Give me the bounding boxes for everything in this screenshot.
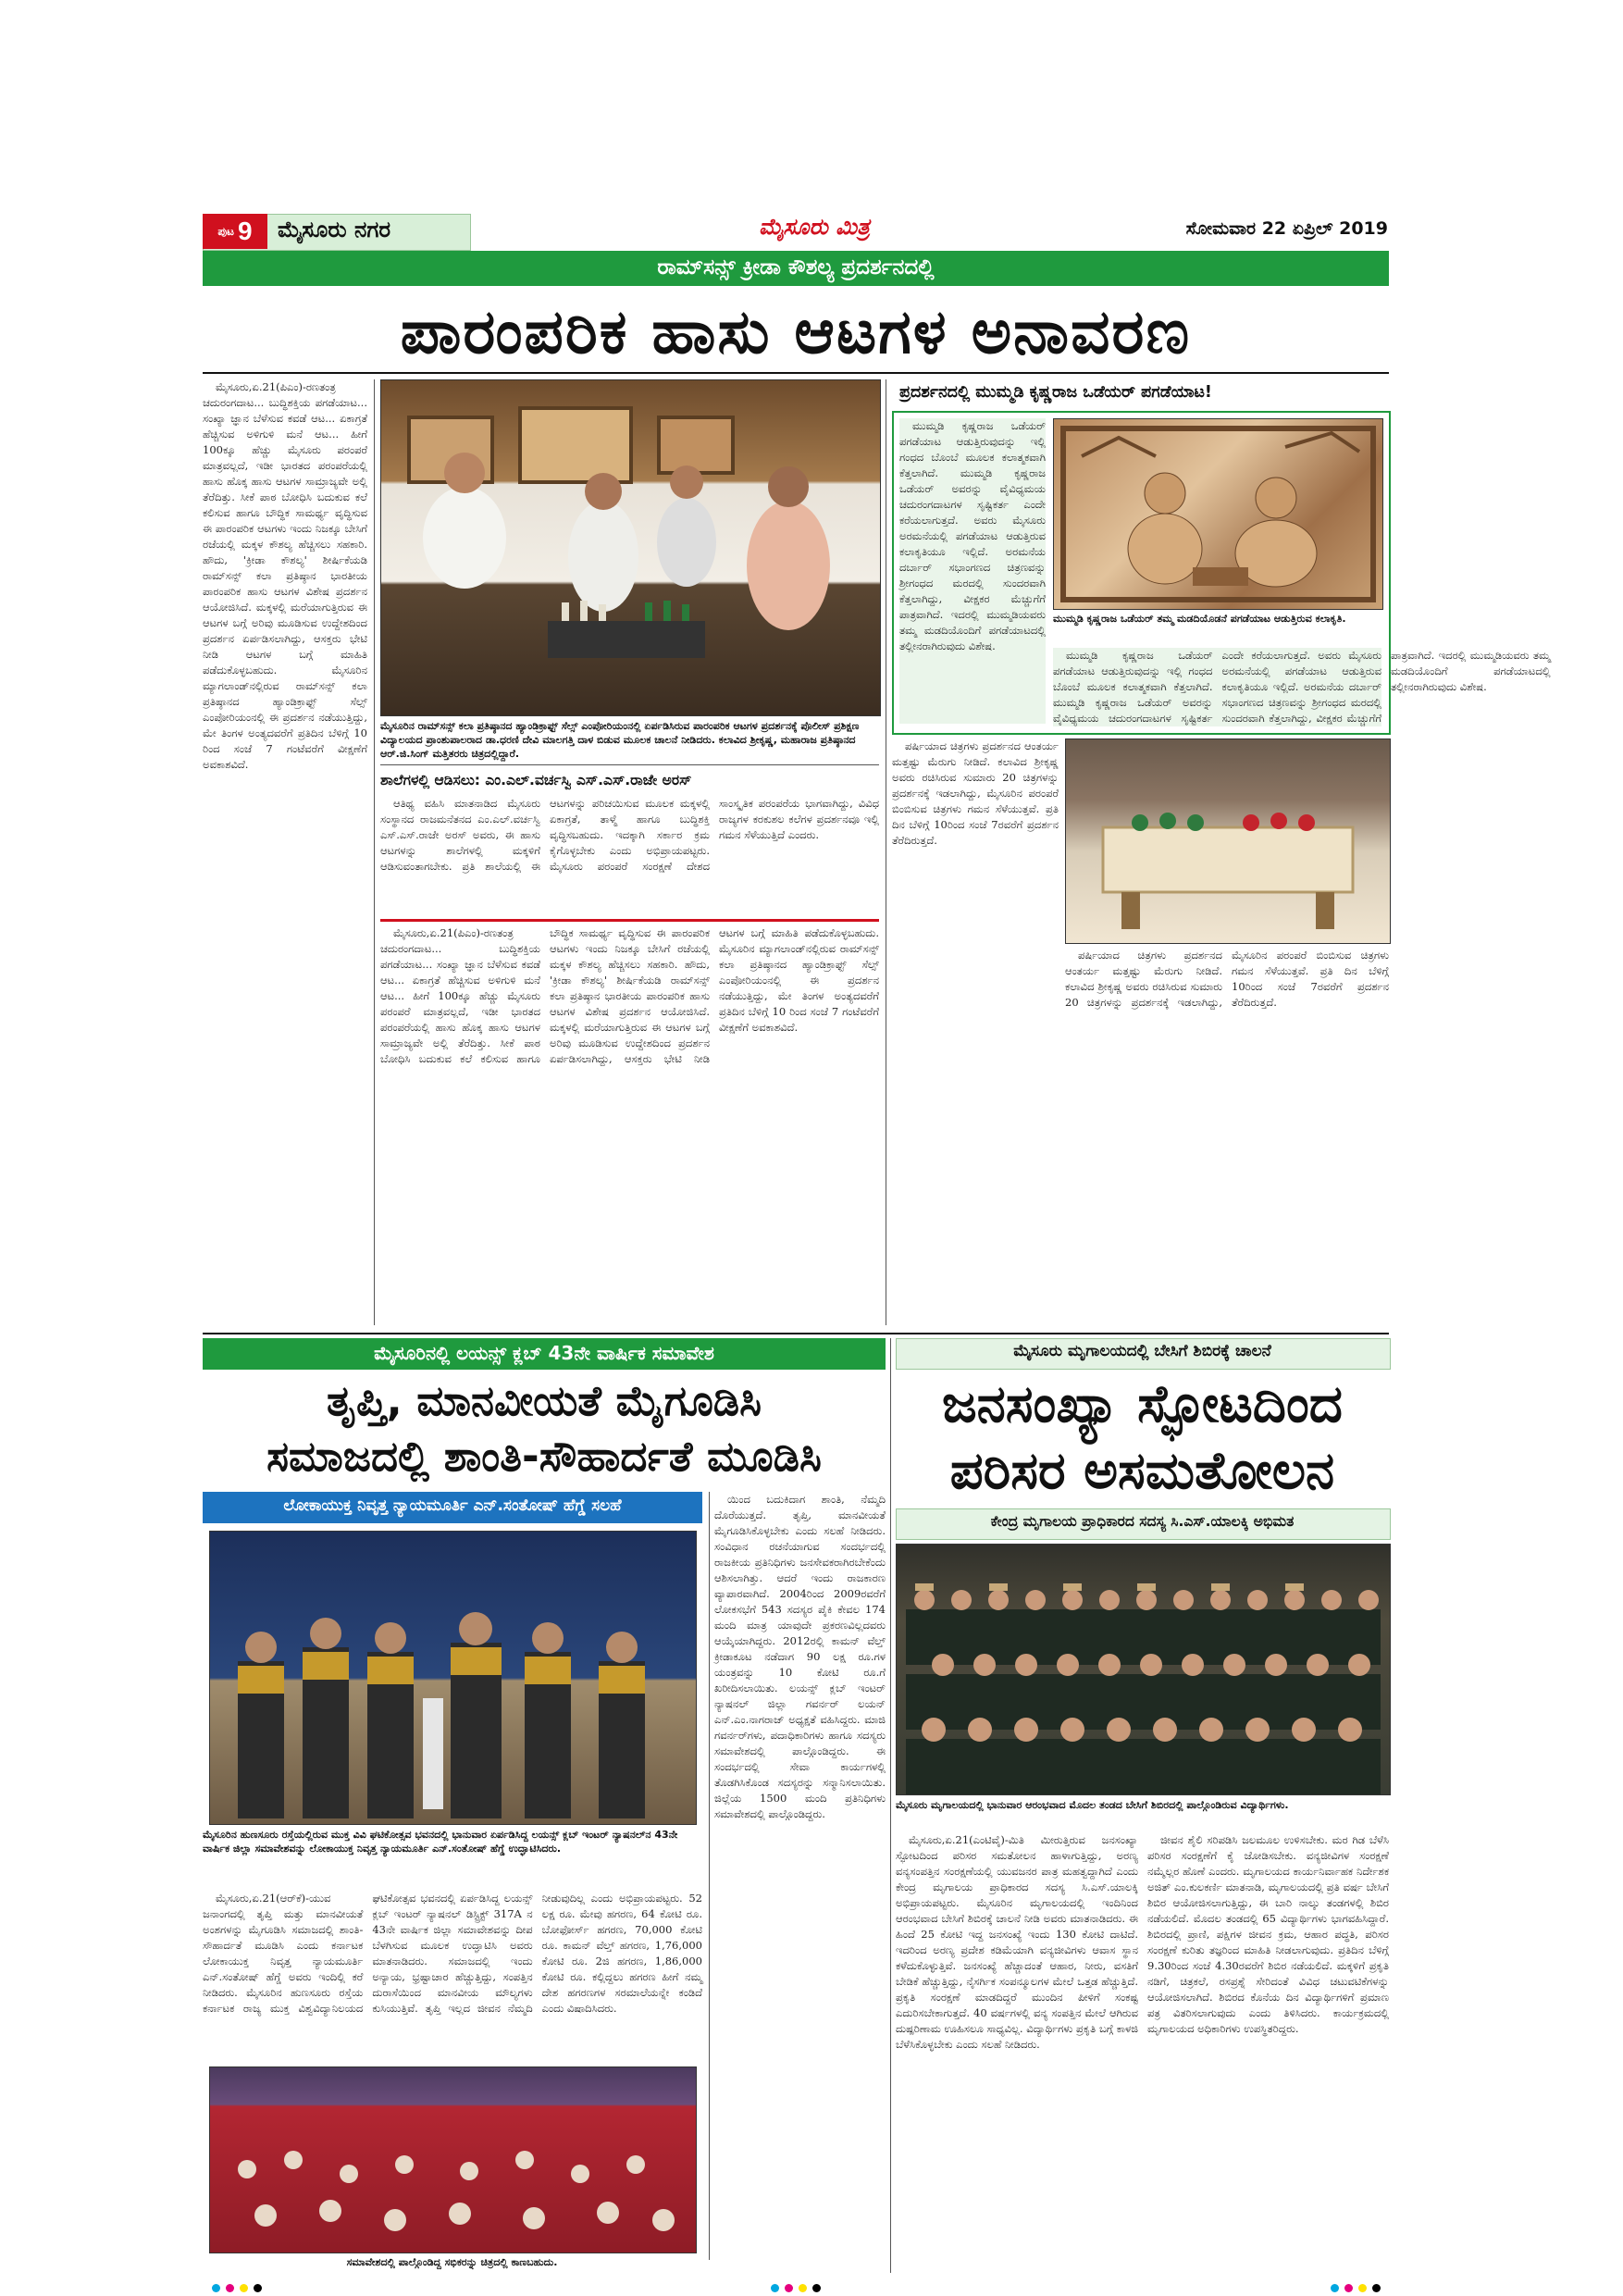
masthead-logo: ಮೈಸೂರು ಮಿತ್ರ — [759, 214, 870, 240]
registration-marks-center — [768, 2278, 824, 2296]
lead-photo — [380, 379, 881, 716]
sidebar-body2 — [892, 738, 1059, 1146]
page-number-box — [203, 214, 267, 249]
zoo-photo — [896, 1544, 1391, 1795]
sidebar-body-text: ಮುಮ್ಮಡಿ ಕೃಷ್ಣರಾಜ ಒಡೆಯರ್ ಪಗಡೆಯಾಟ ಆಡುತ್ತಿರುವುದನ್ನು ಇಲ್ಲಿ ಗಂಧದ ಬೊಂಬೆ ಮೂಲಕ ಕಲಾತ್ಮಕವಾಗಿ ಕೆತ್ತಲಾಗಿದೆ. ಮುಮ್ಮಡಿ ಕೃಷ್ಣರಾಜ ಒಡೆಯರ್ ಅವರನ್ನು ವೈವಿಧ್ಯಮಯ ಚದುರಂಗದಾಟಗಳ ಸೃಷ್ಟಿಕರ್ತ ಎಂದೇ ಕರೆಯಲಾಗುತ್ತದೆ. ಅವರು ಮೈಸೂರು ಅರಮನೆಯಲ್ಲಿ ಪಗಡೆಯಾಟ ಆಡುತ್ತಿರುವ ಕಲಾಕೃತಿಯೂ ಇಲ್ಲಿದೆ. ಅರಮನೆಯ ದರ್ಬಾರ್ ಸಭಾಂಗಣದ ಚಿತ್ರಣವನ್ನು ಶ್ರೀಗಂಧದ ಮರದಲ್ಲಿ ಸುಂದರವಾಗಿ ಕೆತ್ತಲಾಗಿದ್ದು, ವೀಕ್ಷಕರ ಮೆಚ್ಚುಗೆಗೆ ಪಾತ್ರವಾಗಿದೆ. ಇದರಲ್ಲಿ ಮುಮ್ಮಡಿಯವರು ತಮ್ಮ ಮಡದಿಯೊಂದಿಗೆ ಪಗಡೆಯಾಟದಲ್ಲಿ ತಲ್ಲೀನರಾಗಿರುವುದು ವಿಶೇಷ. — [899, 419, 1046, 652]
sidebar-body — [899, 418, 1046, 724]
registration-dot — [812, 2284, 821, 2292]
lead-body-continued-text: ಮೈಸೂರು,ಏ.21(ಪಿಎಂ)-ರಣತಂತ್ರ ಚದುರಂಗದಾಟ... ಬುದ್ಧಿಶಕ್ತಿಯ ಪಗಡೆಯಾಟ... ಸಂಖ್ಯಾ ಜ್ಞಾನ ಬೆಳೆಸುವ ಕವಡೆ ಆಟ... ಏಕಾಗ್ರತೆ ಹೆಚ್ಚಿಸುವ ಅಳಿಗುಳಿ ಮನೆ ಆಟ... ಹೀಗೆ 100ಕ್ಕೂ ಹೆಚ್ಚು ಮೈಸೂರು ಪರಂಪರೆ ಮಾತ್ರವಲ್ಲದೆ, ಇಡೀ ಭಾರತದ ಪರಂಪರೆಯಲ್ಲಿ ಹಾಸು ಹೊಕ್ಕ ಹಾಸು ಆಟಗಳ ಸಾಮ್ರಾಜ್ಯವೇ ಅಲ್ಲಿ ತೆರೆದಿತ್ತು. ಸೀಕೆ ಪಾಠ ಬೋಧಿಸಿ ಬದುಕುವ ಕಲೆ ಕಲಿಸುವ ಹಾಗೂ ಬೌದ್ಧಿಕ ಸಾಮರ್ಥ್ಯ ವೃದ್ಧಿಸುವ ಈ ಪಾರಂಪರಿಕ ಆಟಗಳು ಇಂದು ನಿಜಕ್ಕೂ ಬೇಸಿಗೆ ರಜೆಯಲ್ಲಿ ಮಕ್ಕಳ ಕೌಶಲ್ಯ ಹೆಚ್ಚಿಸಲು ಸಹಕಾರಿ. ಹೌದು, 'ಕ್ರೀಡಾ ಕೌಶಲ್ಯ' ಶೀರ್ಷಿಕೆಯಡಿ ರಾಮ್‌ಸನ್ಸ್ ಕಲಾ ಪ್ರತಿಷ್ಠಾನ ಭಾರತೀಯ ಪಾರಂಪರಿಕ ಹಾಸು ಆಟಗಳ ವಿಶೇಷ ಪ್ರದರ್ಶನ ಆಯೋಜಿಸಿದೆ. ಮಕ್ಕಳಲ್ಲಿ ಮರೆಯಾಗುತ್ತಿರುವ ಈ ಆಟಗಳ ಬಗ್ಗೆ ಅರಿವು ಮೂಡಿಸುವ ಉದ್ದೇಶದಿಂದ ಪ್ರದರ್ಶನ ಏರ್ಪಡಿಸಲಾಗಿದ್ದು, ಆಸಕ್ತರು ಭೇಟಿ ನೀಡಿ ಆಟಗಳ ಬಗ್ಗೆ ಮಾಹಿತಿ ಪಡೆದುಕೊಳ್ಳಬಹುದು. ಮೈಸೂರಿನ ಮ್ಯಾಗಲಾಂಡ್‌ನಲ್ಲಿರುವ ರಾಮ್‌ಸನ್ಸ್ ಕಲಾ ಪ್ರತಿಷ್ಠಾನದ ಹ್ಯಾಂಡಿಕ್ರಾಫ್ಟ್ ಸೆಲ್ಸ್ ಎಂಪೋರಿಯಂನಲ್ಲಿ ಈ ಪ್ರದರ್ಶನ ನಡೆಯುತ್ತಿದ್ದು, ಮೇ ತಿಂಗಳ ಅಂತ್ಯದವರೆಗೆ ಪ್ರತಿದಿನ ಬೆಳಿಗ್ಗೆ 10 ರಿಂದ ಸಂಜೆ 7 ಗಂಟೆವರೆಗೆ ವೀಕ್ಷಣೆಗೆ ಅವಕಾಶವಿದೆ. — [380, 926, 879, 1065]
lead-photo-caption: ಮೈಸೂರಿನ ರಾಮ್‌ಸನ್ಸ್ ಕಲಾ ಪ್ರತಿಷ್ಠಾನದ ಹ್ಯಾಂಡಿಕ್ರಾಫ್ಟ್ ಸೆಲ್ಸ್ ಎಂಪೋರಿಯಂನಲ್ಲಿ ಏರ್ಪಡಿಸಿರುವ ಪಾರಂಪರಿಕ ಆಟಗಳ ಪ್ರದರ್ಶನಕ್ಕೆ ಪೊಲೀಸ್ ಪ್ರಶಿಕ್ಷಣ ವಿದ್ಯಾಲಯದ ಪ್ರಾಂಶುಪಾಲರಾದ ಡಾ.ಧರಣಿ ದೇವಿ ಮಾಲಗತ್ತಿ ದಾಳ ಬಿಡುವ ಮೂಲಕ ಚಾಲನೆ ನೀಡಿದರು. ಕಲಾವಿದ ಶ್ರೀಕೃಷ್ಣ, ಮಹಾರಾಜ ಪ್ರತಿಷ್ಠಾನದ ಆರ್.ಜಿ.ಸಿಂಗ್ ಮತ್ತಿತರರು ಚಿತ್ರದಲ್ಲಿದ್ದಾರೆ. — [380, 720, 860, 760]
zoo-photo-caption: ಮೈಸೂರು ಮೃಗಾಲಯದಲ್ಲಿ ಭಾನುವಾರ ಆರಂಭವಾದ ಮೊದಲ ತಂಡದ ಬೇಸಿಗೆ ಶಿಬಿರದಲ್ಲಿ ಪಾಲ್ಗೊಂಡಿರುವ ವಿದ್ಯಾರ್ಥಿಗಳು. — [896, 1799, 1289, 1811]
sidebar-headline: ಪ್ರದರ್ಶನದಲ್ಲಿ ಮುಮ್ಮಡಿ ಕೃಷ್ಣರಾಜ ಒಡೆಯರ್ ಪಗಡೆಯಾಟ! — [899, 383, 1212, 402]
lions-audience-photo — [209, 2066, 697, 2253]
zoo-kicker: ಮೈಸೂರು ಮೃಗಾಲಯದಲ್ಲಿ ಬೇಸಿಗೆ ಶಿಬಿರಕ್ಕೆ ಚಾಲನೆ — [1013, 1342, 1271, 1360]
rule — [380, 764, 879, 765]
lions-photo — [209, 1531, 697, 1825]
sidebar-body-continued — [1053, 648, 1551, 726]
lions-body-left — [203, 1891, 702, 2062]
schools-headline: ಶಾಲೆಗಳಲ್ಲಿ ಆಡಿಸಲು: ಎಂ.ಎಲ್.ವರ್ಚಸ್ವಿ ಎಸ್.ಎಸ್.ರಾಜೇ ಅರಸ್ — [380, 772, 692, 788]
sidebar-body2-text: ಪರ್ಷಿಯಾದ ಚಿತ್ರಗಳು ಪ್ರದರ್ಶನದ ಆಂತರ್ಯ ಮತ್ತಷ್ಟು ಮೆರುಗು ನೀಡಿದೆ. ಕಲಾವಿದ ಶ್ರೀಕೃಷ್ಣ ಅವರು ರಚಿಸಿರುವ ಸುಮಾರು 20 ಚಿತ್ರಗಳನ್ನು ಪ್ರದರ್ಶನಕ್ಕೆ ಇಡಲಾಗಿದ್ದು, ಮೈಸೂರಿನ ಪರಂಪರೆ ಬಿಂಬಿಸುವ ಚಿತ್ರಗಳು ಗಮನ ಸೆಳೆಯುತ್ತವೆ. ಪ್ರತಿ ದಿನ ಬೆಳಿಗ್ಗೆ 10ರಿಂದ ಸಂಜೆ 7ರವರೆಗೆ ಪ್ರದರ್ಶನ ತೆರೆದಿರುತ್ತದೆ. — [892, 739, 1059, 847]
lead-body-text: ಮೈಸೂರು,ಏ.21(ಪಿಎಂ)-ರಣತಂತ್ರ ಚದುರಂಗದಾಟ... ಬುದ್ಧಿಶಕ್ತಿಯ ಪಗಡೆಯಾಟ... ಸಂಖ್ಯಾ ಜ್ಞಾನ ಬೆಳೆಸುವ ಕವಡೆ ಆಟ... ಏಕಾಗ್ರತೆ ಹೆಚ್ಚಿಸುವ ಅಳಿಗುಳಿ ಮನೆ ಆಟ... ಹೀಗೆ 100ಕ್ಕೂ ಹೆಚ್ಚು ಮೈಸೂರು ಪರಂಪರೆ ಮಾತ್ರವಲ್ಲದೆ, ಇಡೀ ಭಾರತದ ಪರಂಪರೆಯಲ್ಲಿ ಹಾಸು ಹೊಕ್ಕ ಹಾಸು ಆಟಗಳ ಸಾಮ್ರಾಜ್ಯವೇ ಅಲ್ಲಿ ತೆರೆದಿತ್ತು. ಸೀಕೆ ಪಾಠ ಬೋಧಿಸಿ ಬದುಕುವ ಕಲೆ ಕಲಿಸುವ ಹಾಗೂ ಬೌದ್ಧಿಕ ಸಾಮರ್ಥ್ಯ ವೃದ್ಧಿಸುವ ಈ ಪಾರಂಪರಿಕ ಆಟಗಳು ಇಂದು ನಿಜಕ್ಕೂ ಬೇಸಿಗೆ ರಜೆಯಲ್ಲಿ ಮಕ್ಕಳ ಕೌಶಲ್ಯ ಹೆಚ್ಚಿಸಲು ಸಹಕಾರಿ. ಹೌದು, 'ಕ್ರೀಡಾ ಕೌಶಲ್ಯ' ಶೀರ್ಷಿಕೆಯಡಿ ರಾಮ್‌ಸನ್ಸ್ ಕಲಾ ಪ್ರತಿಷ್ಠಾನ ಭಾರತೀಯ ಪಾರಂಪರಿಕ ಹಾಸು ಆಟಗಳ ವಿಶೇಷ ಪ್ರದರ್ಶನ ಆಯೋಜಿಸಿದೆ. ಮಕ್ಕಳಲ್ಲಿ ಮರೆಯಾಗುತ್ತಿರುವ ಈ ಆಟಗಳ ಬಗ್ಗೆ ಅರಿವು ಮೂಡಿಸುವ ಉದ್ದೇಶದಿಂದ ಪ್ರದರ್ಶನ ಏರ್ಪಡಿಸಲಾಗಿದ್ದು, ಆಸಕ್ತರು ಭೇಟಿ ನೀಡಿ ಆಟಗಳ ಬಗ್ಗೆ ಮಾಹಿತಿ ಪಡೆದುಕೊಳ್ಳಬಹುದು. ಮೈಸೂರಿನ ಮ್ಯಾಗಲಾಂಡ್‌ನಲ್ಲಿರುವ ರಾಮ್‌ಸನ್ಸ್ ಕಲಾ ಪ್ರತಿಷ್ಠಾನದ ಹ್ಯಾಂಡಿಕ್ರಾಫ್ಟ್ ಸೆಲ್ಸ್ ಎಂಪೋರಿಯಂನಲ್ಲಿ ಈ ಪ್ರದರ್ಶನ ನಡೆಯುತ್ತಿದ್ದು, ಮೇ ತಿಂಗಳ ಅಂತ್ಯದವರೆಗೆ ಪ್ರತಿದಿನ ಬೆಳಿಗ್ಗೆ 10 ರಿಂದ ಸಂಜೆ 7 ಗಂಟೆವರೆಗೆ ವೀಕ್ಷಣೆಗೆ ಅವಕಾಶವಿದೆ. — [203, 380, 367, 771]
lead-headline: ಪಾರಂಪರಿಕ ಹಾಸು ಆಟಗಳ ಅನಾವರಣ — [400, 296, 1192, 367]
zoo-headline-1: ಜನಸಂಖ್ಯಾ ಸ್ಫೋಟದಿಂದ — [942, 1374, 1343, 1434]
zoo-body-right — [1147, 1832, 1389, 2267]
lions-headline-2: ಸಮಾಜದಲ್ಲಿ ಶಾಂತಿ-ಸೌಹಾರ್ದತೆ ಮೂಡಿಸಿ — [266, 1432, 822, 1481]
rule — [203, 1333, 1389, 1334]
lead-kicker: ರಾಮ್‌ಸನ್ಸ್ ಕ್ರೀಡಾ ಕೌಶಲ್ಯ ಪ್ರದರ್ಶನದಲ್ಲಿ — [657, 255, 935, 279]
page-number: 9 — [238, 217, 253, 245]
sidebar-body2-continued — [1065, 948, 1389, 1114]
zoo-body-left — [896, 1832, 1138, 2267]
lions-headline-1: ತೃಪ್ತಿ, ಮಾನವೀಯತೆ ಮೈಗೂಡಿಸಿ — [326, 1376, 762, 1425]
lions-audience-caption: ಸಮಾವೇಶದಲ್ಲಿ ಪಾಲ್ಗೊಂಡಿದ್ದ ಸಭಿಕರನ್ನು ಚಿತ್ರದಲ್ಲಿ ಕಾಣಬಹುದು. — [346, 2256, 558, 2268]
sidebar-photo — [1053, 418, 1383, 610]
students-group-illustration — [897, 1545, 1390, 1794]
registration-dot — [1358, 2284, 1367, 2292]
sidebar-body2-continued-text: ಪರ್ಷಿಯಾದ ಚಿತ್ರಗಳು ಪ್ರದರ್ಶನದ ಆಂತರ್ಯ ಮತ್ತಷ್ಟು ಮೆರುಗು ನೀಡಿದೆ. ಕಲಾವಿದ ಶ್ರೀಕೃಷ್ಣ ಅವರು ರಚಿಸಿರುವ ಸುಮಾರು 20 ಚಿತ್ರಗಳನ್ನು ಪ್ರದರ್ಶನಕ್ಕೆ ಇಡಲಾಗಿದ್ದು, ಮೈಸೂರಿನ ಪರಂಪರೆ ಬಿಂಬಿಸುವ ಚಿತ್ರಗಳು ಗಮನ ಸೆಳೆಯುತ್ತವೆ. ಪ್ರತಿ ದಿನ ಬೆಳಿಗ್ಗೆ 10ರಿಂದ ಸಂಜೆ 7ರವರೆಗೆ ಪ್ರದರ್ಶನ ತೆರೆದಿರುತ್ತದೆ. — [1065, 949, 1389, 1009]
lions-body-right-column — [714, 1492, 886, 2260]
lead-photo-illustration — [381, 380, 880, 715]
sidebar-photo-caption: ಮುಮ್ಮಡಿ ಕೃಷ್ಣರಾಜ ಒಡೆಯರ್ ತಮ್ಮ ಮಡದಿಯೊಡನೆ ಪಗಡೆಯಾಟ ಆಡುತ್ತಿರುವ ಕಲಾಕೃತಿ. — [1053, 613, 1346, 625]
page-label: ಪುಟ — [217, 224, 235, 238]
lions-photo-caption: ಮೈಸೂರಿನ ಹುಣಸೂರು ರಸ್ತೆಯಲ್ಲಿರುವ ಮುಕ್ತ ವಿವಿ ಘಟಿಕೋತ್ಸವ ಭವನದಲ್ಲಿ ಭಾನುವಾರ ಏರ್ಪಡಿಸಿದ್ದ ಲಯನ್ಸ್ ಕ್ಲಬ್ ಇಂಟರ್ ನ್ಯಾಷನಲ್‌ನ 43ನೇ ವಾರ್ಷಿಕ ಜಿಲ್ಲಾ ಸಮಾವೇಶವನ್ನು ಲೋಕಾಯುಕ್ತ ನಿವೃತ್ತ ನ್ಯಾಯಮೂರ್ತಿ ಎನ್.ಸಂತೋಷ್ ಹೆಗ್ಡೆ ಉದ್ಘಾಟಿಸಿದರು. — [203, 1829, 678, 1855]
audience-illustration — [210, 2067, 696, 2253]
section-name: ಮೈಸೂರು ನಗರ — [278, 217, 391, 242]
registration-dot — [785, 2284, 793, 2292]
registration-dot — [1331, 2284, 1339, 2292]
board-games-illustration — [1066, 739, 1390, 943]
lead-body-continued — [380, 925, 879, 1325]
registration-marks-right — [1328, 2278, 1383, 2296]
registration-dot — [1372, 2284, 1381, 2292]
sidebar-photo2 — [1065, 738, 1391, 944]
registration-dot — [240, 2284, 248, 2292]
zoo-body-right-text: ಜೀವನ ಶೈಲಿ ಸರಿಪಡಿಸಿ ಜಲಮೂಲ ಉಳಿಸಬೇಕು. ಮರ ಗಿಡ ಬೆಳೆಸಿ ಪರಿಸರ ಸಂರಕ್ಷಣೆಗೆ ಕೈ ಜೋಡಿಸಬೇಕು. ವನ್ಯಜೀವಿಗಳ ಸಂರಕ್ಷಣೆ ನಮ್ಮೆಲ್ಲರ ಹೊಣೆ ಎಂದರು. ಮೃಗಾಲಯದ ಕಾರ್ಯನಿರ್ವಾಹಕ ನಿರ್ದೇಶಕ ಅಜಿತ್ ಎಂ.ಕುಲಕರ್ಣಿ ಮಾತನಾಡಿ, ಮೃಗಾಲಯದಲ್ಲಿ ಪ್ರತಿ ವರ್ಷ ಬೇಸಿಗೆ ಶಿಬಿರ ಆಯೋಜಿಸಲಾಗುತ್ತಿದ್ದು, ಈ ಬಾರಿ ನಾಲ್ಕು ತಂಡಗಳಲ್ಲಿ ಶಿಬಿರ ನಡೆಯಲಿದೆ. ಮೊದಲ ತಂಡದಲ್ಲಿ 65 ವಿದ್ಯಾರ್ಥಿಗಳು ಭಾಗವಹಿಸಿದ್ದಾರೆ. ಶಿಬಿರದಲ್ಲಿ ಪ್ರಾಣಿ, ಪಕ್ಷಿಗಳ ಜೀವನ ಕ್ರಮ, ಆಹಾರ ಪದ್ಧತಿ, ಪರಿಸರ ಸಂರಕ್ಷಣೆ ಕುರಿತು ತಜ್ಞರಿಂದ ಮಾಹಿತಿ ನೀಡಲಾಗುವುದು. ಪ್ರತಿದಿನ ಬೆಳಿಗ್ಗೆ 9.30ರಿಂದ ಸಂಜೆ 4.30ರವರೆಗೆ ಶಿಬಿರ ನಡೆಯಲಿದೆ. ಮಕ್ಕಳಿಗೆ ಪ್ರಕೃತಿ ನಡಿಗೆ, ಚಿತ್ರಕಲೆ, ರಸಪ್ರಶ್ನೆ ಸೇರಿದಂತೆ ವಿವಿಧ ಚಟುವಟಿಕೆಗಳನ್ನು ಆಯೋಜಿಸಲಾಗಿದೆ. ಶಿಬಿರದ ಕೊನೆಯ ದಿನ ವಿದ್ಯಾರ್ಥಿಗಳಿಗೆ ಪ್ರಮಾಣ ಪತ್ರ ವಿತರಿಸಲಾಗುವುದು ಎಂದು ತಿಳಿಸಿದರು. ಕಾರ್ಯಕ್ರಮದಲ್ಲಿ ಮೃಗಾಲಯದ ಅಧಿಕಾರಿಗಳು ಉಪಸ್ಥಿತರಿದ್ದರು. — [1147, 1833, 1389, 2035]
registration-dot — [1344, 2284, 1353, 2292]
carving-illustration — [1054, 419, 1382, 609]
lions-kicker: ಮೈಸೂರಿನಲ್ಲಿ ಲಯನ್ಸ್ ಕ್ಲಬ್ 43ನೇ ವಾರ್ಷಿಕ ಸಮಾವೇಶ — [374, 1342, 714, 1364]
registration-dot — [254, 2284, 262, 2292]
zoo-headline-2: ಪರಿಸರ ಅಸಮತೋಲನ — [949, 1441, 1335, 1501]
issue-date: ಸೋಮವಾರ 22 ಏಪ್ರಿಲ್ 2019 — [1185, 218, 1388, 239]
zoo-body-left-text: ಮೈಸೂರು,ಏ.21(ಎಂಟಿವೈ)-ಮಿತಿ ಮೀರುತ್ತಿರುವ ಜನಸಂಖ್ಯಾ ಸ್ಫೋಟದಿಂದ ಪರಿಸರ ಸಮತೋಲನ ಹಾಳಾಗುತ್ತಿದ್ದು, ಅರಣ್ಯ ವನ್ಯಸಂಪತ್ತಿನ ಸಂರಕ್ಷಣೆಯಲ್ಲಿ ಯುವಜನರ ಪಾತ್ರ ಮಹತ್ವದ್ದಾಗಿದೆ ಎಂದು ಕೇಂದ್ರ ಮೃಗಾಲಯ ಪ್ರಾಧಿಕಾರದ ಸದಸ್ಯ ಸಿ.ಎಸ್.ಯಾಲಕ್ಕಿ ಅಭಿಪ್ರಾಯಪಟ್ಟರು. ಮೈಸೂರಿನ ಮೃಗಾಲಯದಲ್ಲಿ ಇಂದಿನಿಂದ ಆರಂಭವಾದ ಬೇಸಿಗೆ ಶಿಬಿರಕ್ಕೆ ಚಾಲನೆ ನೀಡಿ ಅವರು ಮಾತನಾಡಿದರು. ಈ ಹಿಂದೆ 25 ಕೋಟಿ ಇದ್ದ ಜನಸಂಖ್ಯೆ ಇಂದು 130 ಕೋಟಿ ದಾಟಿದೆ. ಇದರಿಂದ ಅರಣ್ಯ ಪ್ರದೇಶ ಕಡಿಮೆಯಾಗಿ ವನ್ಯಜೀವಿಗಳು ಆವಾಸ ಸ್ಥಾನ ಕಳೆದುಕೊಳ್ಳುತ್ತಿವೆ. ಜನಸಂಖ್ಯೆ ಹೆಚ್ಚಾದಂತೆ ಆಹಾರ, ನೀರು, ವಸತಿಗೆ ಬೇಡಿಕೆ ಹೆಚ್ಚುತ್ತಿದ್ದು, ನೈಸರ್ಗಿಕ ಸಂಪನ್ಮೂಲಗಳ ಮೇಲೆ ಒತ್ತಡ ಹೆಚ್ಚುತ್ತಿದೆ. ಪ್ರಕೃತಿ ಸಂರಕ್ಷಣೆ ಮಾಡದಿದ್ದರೆ ಮುಂದಿನ ಪೀಳಿಗೆ ಸಂಕಷ್ಟ ಎದುರಿಸಬೇಕಾಗುತ್ತದೆ. 40 ವರ್ಷಗಳಲ್ಲಿ ವನ್ಯ ಸಂಪತ್ತಿನ ಮೇಲೆ ಆಗಿರುವ ದುಷ್ಪರಿಣಾಮ ಊಹಿಸಲೂ ಸಾಧ್ಯವಿಲ್ಲ. ವಿದ್ಯಾರ್ಥಿಗಳು ಪ್ರಕೃತಿ ಬಗ್ಗೆ ಕಾಳಜಿ ಬೆಳೆಸಿಕೊಳ್ಳಬೇಕು ಎಂದು ಸಲಹೆ ನೀಡಿದರು. — [896, 1833, 1138, 2051]
schools-box-border — [380, 919, 879, 922]
zoo-deck: ಕೇಂದ್ರ ಮೃಗಾಲಯ ಪ್ರಾಧಿಕಾರದ ಸದಸ್ಯ ಸಿ.ಎಸ್.ಯಾಲಕ್ಕಿ ಅಭಿಮತ — [990, 1513, 1295, 1530]
rule — [890, 1338, 891, 2273]
registration-marks-left — [209, 2278, 265, 2296]
lions-body-right-text: ಯಿಂದ ಬದುಕಿದಾಗ ಶಾಂತಿ, ನೆಮ್ಮದಿ ದೊರೆಯುತ್ತದೆ. ತೃಪ್ತಿ, ಮಾನವೀಯತೆ ಮೈಗೂಡಿಸಿಕೊಳ್ಳಬೇಕು ಎಂದು ಸಲಹೆ ನೀಡಿದರು. ಸಂವಿಧಾನ ರಚನೆಯಾಗುವ ಸಂದರ್ಭದಲ್ಲಿ ರಾಜಕೀಯ ಪ್ರತಿನಿಧಿಗಳು ಜನಸೇವಕರಾಗಿರಬೇಕೆಂದು ಆಶಿಸಲಾಗಿತ್ತು. ಆದರೆ ಇಂದು ರಾಜಕಾರಣ ವ್ಯಾಪಾರವಾಗಿದೆ. 2004ರಿಂದ 2009ರವರೆಗೆ ಲೋಕಸಭೆಗೆ 543 ಸದಸ್ಯರ ಪೈಕಿ ಕೇವಲ 174 ಮಂದಿ ಮಾತ್ರ ಯಾವುದೇ ಪ್ರಕರಣವಿಲ್ಲದವರು ಆಯ್ಕೆಯಾಗಿದ್ದರು. 2012ರಲ್ಲಿ ಕಾಮನ್ ವೆಲ್ತ್ ಕ್ರೀಡಾಕೂಟ ನಡೆದಾಗ 90 ಲಕ್ಷ ರೂ.ಗಳ ಯಂತ್ರವನ್ನು 10 ಕೋಟಿ ರೂ.ಗೆ ಖರೀದಿಸಲಾಯಿತು. ಲಯನ್ಸ್ ಕ್ಲಬ್ ಇಂಟರ್ ನ್ಯಾಷನಲ್ ಜಿಲ್ಲಾ ಗವರ್ನರ್ ಲಯನ್ ಎನ್.ಎಂ.ನಾಗರಾಜ್ ಅಧ್ಯಕ್ಷತೆ ವಹಿಸಿದ್ದರು. ಮಾಜಿ ಗವರ್ನರ್‌ಗಳು, ಪದಾಧಿಕಾರಿಗಳು ಹಾಗೂ ಸದಸ್ಯರು ಸಮಾವೇಶದಲ್ಲಿ ಪಾಲ್ಗೊಂಡಿದ್ದರು. ಈ ಸಂದರ್ಭದಲ್ಲಿ ಸೇವಾ ಕಾರ್ಯಗಳಲ್ಲಿ ತೊಡಗಿಸಿಕೊಂಡ ಸದಸ್ಯರನ್ನು ಸನ್ಮಾನಿಸಲಾಯಿತು. ಜಿಲ್ಲೆಯ 1500 ಮಂದಿ ಪ್ರತಿನಿಧಿಗಳು ಸಮಾವೇಶದಲ್ಲಿ ಪಾಲ್ಗೊಂಡಿದ್ದರು. — [714, 1493, 886, 1820]
registration-dot — [212, 2284, 220, 2292]
schools-body — [380, 796, 879, 916]
rule — [374, 379, 375, 1325]
lead-body — [203, 379, 367, 1325]
rule — [203, 372, 1389, 374]
registration-dot — [771, 2284, 779, 2292]
registration-dot — [226, 2284, 234, 2292]
sidebar-body-continued-text: ಮುಮ್ಮಡಿ ಕೃಷ್ಣರಾಜ ಒಡೆಯರ್ ಪಗಡೆಯಾಟ ಆಡುತ್ತಿರುವುದನ್ನು ಇಲ್ಲಿ ಗಂಧದ ಬೊಂಬೆ ಮೂಲಕ ಕಲಾತ್ಮಕವಾಗಿ ಕೆತ್ತಲಾಗಿದೆ. ಮುಮ್ಮಡಿ ಕೃಷ್ಣರಾಜ ಒಡೆಯರ್ ಅವರನ್ನು ವೈವಿಧ್ಯಮಯ ಚದುರಂಗದಾಟಗಳ ಸೃಷ್ಟಿಕರ್ತ ಎಂದೇ ಕರೆಯಲಾಗುತ್ತದೆ. ಅವರು ಮೈಸೂರು ಅರಮನೆಯಲ್ಲಿ ಪಗಡೆಯಾಟ ಆಡುತ್ತಿರುವ ಕಲಾಕೃತಿಯೂ ಇಲ್ಲಿದೆ. ಅರಮನೆಯ ದರ್ಬಾರ್ ಸಭಾಂಗಣದ ಚಿತ್ರಣವನ್ನು ಶ್ರೀಗಂಧದ ಮರದಲ್ಲಿ ಸುಂದರವಾಗಿ ಕೆತ್ತಲಾಗಿದ್ದು, ವೀಕ್ಷಕರ ಮೆಚ್ಚುಗೆಗೆ ಪಾತ್ರವಾಗಿದೆ. ಇದರಲ್ಲಿ ಮುಮ್ಮಡಿಯವರು ತಮ್ಮ ಮಡದಿಯೊಂದಿಗೆ ಪಗಡೆಯಾಟದಲ್ಲಿ ತಲ್ಲೀನರಾಗಿರುವುದು ವಿಶೇಷ. — [1053, 649, 1551, 725]
lions-deck: ಲೋಕಾಯುಕ್ತ ನಿವೃತ್ತ ನ್ಯಾಯಮೂರ್ತಿ ಎನ್.ಸಂತೋಷ್ ಹೆಗ್ಡೆ ಸಲಹೆ — [283, 1496, 622, 1515]
lions-body-left-text: ಮೈಸೂರು,ಏ.21(ಆರ್‌ಕೆ)-ಯುವ ಜನಾಂಗದಲ್ಲಿ ತೃಪ್ತಿ ಮತ್ತು ಮಾನವೀಯತೆ ಅಂಶಗಳನ್ನು ಮೈಗೂಡಿಸಿ ಸಮಾಜದಲ್ಲಿ ಶಾಂತಿ-ಸೌಹಾರ್ದತೆ ಮೂಡಿಸಿ ಎಂದು ಕರ್ನಾಟಕ ಲೋಕಾಯುಕ್ತ ನಿವೃತ್ತ ನ್ಯಾಯಮೂರ್ತಿ ಎನ್.ಸಂತೋಷ್ ಹೆಗ್ಡೆ ಅವರು ಇಂದಿಲ್ಲಿ ಕರೆ ನೀಡಿದರು. ಮೈಸೂರಿನ ಹುಣಸೂರು ರಸ್ತೆಯ ಕರ್ನಾಟಕ ರಾಜ್ಯ ಮುಕ್ತ ವಿಶ್ವವಿದ್ಯಾನಿಲಯದ ಘಟಿಕೋತ್ಸವ ಭವನದಲ್ಲಿ ಏರ್ಪಡಿಸಿದ್ದ ಲಯನ್ಸ್ ಕ್ಲಬ್ ಇಂಟರ್ ನ್ಯಾಷನಲ್ ಡಿಸ್ಟ್ರಿಕ್ಟ್ 317A ನ 43ನೇ ವಾರ್ಷಿಕ ಜಿಲ್ಲಾ ಸಮಾವೇಶವನ್ನು ದೀಪ ಬೆಳಗಿಸುವ ಮೂಲಕ ಉದ್ಘಾಟಿಸಿ ಅವರು ಮಾತನಾಡಿದರು. ಸಮಾಜದಲ್ಲಿ ಇಂದು ಅನ್ಯಾಯ, ಭ್ರಷ್ಟಾಚಾರ ಹೆಚ್ಚುತ್ತಿದ್ದು, ಸಂಪತ್ತಿನ ದುರಾಸೆಯಿಂದ ಮಾನವೀಯ ಮೌಲ್ಯಗಳು ಕುಸಿಯುತ್ತಿವೆ. ತೃಪ್ತಿ ಇಲ್ಲದ ಜೀವನ ನೆಮ್ಮದಿ ನೀಡುವುದಿಲ್ಲ ಎಂದು ಅಭಿಪ್ರಾಯಪಟ್ಟರು. 52 ಲಕ್ಷ ರೂ. ಮೇವು ಹಗರಣ, 64 ಕೋಟಿ ರೂ. ಬೋಫೋರ್ಸ್ ಹಗರಣ, 70,000 ಕೋಟಿ ರೂ. ಕಾಮನ್ ವೆಲ್ತ್ ಹಗರಣ, 1,76,000 ಕೋಟಿ ರೂ. 2ಜಿ ಹಗರಣ, 1,86,000 ಕೋಟಿ ರೂ. ಕಲ್ಲಿದ್ದಲು ಹಗರಣ ಹೀಗೆ ನಮ್ಮ ದೇಶ ಹಗರಣಗಳ ಸರಮಾಲೆಯನ್ನೇ ಕಂಡಿದೆ ಎಂದು ವಿಷಾದಿಸಿದರು. — [203, 1892, 702, 2015]
registration-dot — [799, 2284, 807, 2292]
rule — [709, 1492, 710, 2260]
schools-body-text: ಆತಿಥ್ಯ ವಹಿಸಿ ಮಾತನಾಡಿದ ಮೈಸೂರು ಸಂಸ್ಥಾನದ ರಾಜಮನೆತನದ ಎಂ.ಎಲ್.ವರ್ಚಸ್ವಿ ಎಸ್.ಎಸ್.ರಾಜೇ ಅರಸ್ ಅವರು, ಈ ಹಾಸು ಆಟಗಳನ್ನು ಶಾಲೆಗಳಲ್ಲಿ ಮಕ್ಕಳಿಗೆ ಆಡಿಸುವಂತಾಗಬೇಕು. ಪ್ರತಿ ಶಾಲೆಯಲ್ಲಿ ಈ ಆಟಗಳನ್ನು ಪರಿಚಯಿಸುವ ಮೂಲಕ ಮಕ್ಕಳಲ್ಲಿ ಏಕಾಗ್ರತೆ, ತಾಳ್ಮೆ ಹಾಗೂ ಬುದ್ಧಿಶಕ್ತಿ ವೃದ್ಧಿಸಬಹುದು. ಇದಕ್ಕಾಗಿ ಸರ್ಕಾರ ಕ್ರಮ ಕೈಗೊಳ್ಳಬೇಕು ಎಂದು ಅಭಿಪ್ರಾಯಪಟ್ಟರು. ಮೈಸೂರು ಪರಂಪರೆ ಸಂರಕ್ಷಣೆ ದೇಶದ ಸಾಂಸ್ಕೃತಿಕ ಪರಂಪರೆಯ ಭಾಗವಾಗಿದ್ದು, ವಿವಿಧ ರಾಜ್ಯಗಳ ಕರಕುಶಲ ಕಲೆಗಳ ಪ್ರದರ್ಶನವೂ ಇಲ್ಲಿ ಗಮನ ಸೆಳೆಯುತ್ತಿದೆ ಎಂದರು. — [380, 797, 879, 873]
lions-photo-illustration — [210, 1532, 696, 1824]
